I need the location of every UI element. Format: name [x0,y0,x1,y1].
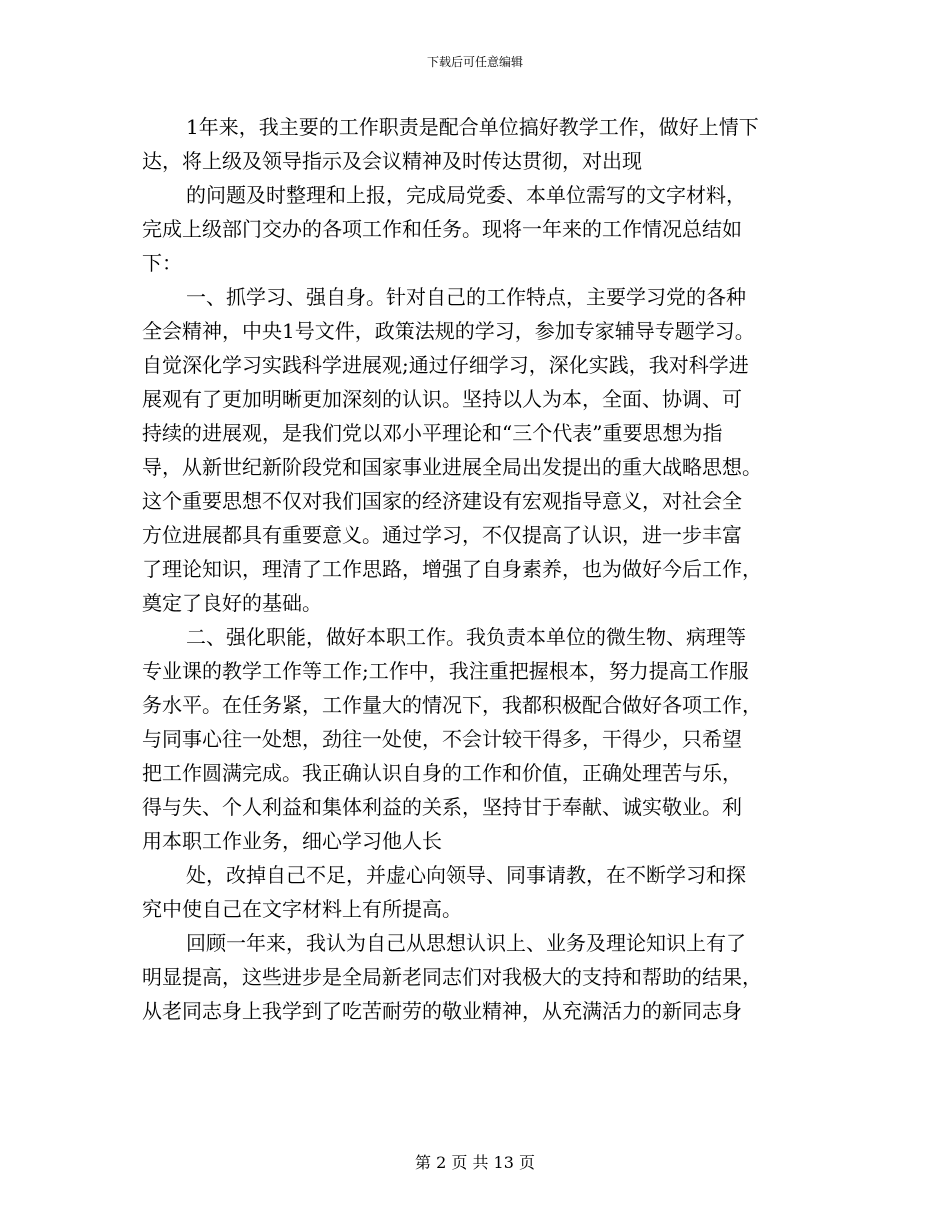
text-line: 得与失、个人利益和集体利益的关系，坚持甘于奉献、诚实敬业。利 [142,795,742,819]
text-line: 把工作圆满完成。我正确认识自身的工作和价值，正确处理苦与乐， [142,761,742,785]
text-line: 处，改掉自己不足，并虚心向领导、同事请教，在不断学习和探 [186,863,746,887]
text-line: 了理论知识，理清了工作思路，增强了自身素养，也为做好今后工作， [142,557,762,581]
text-line: 这个重要思想不仅对我们国家的经济建设有宏观指导意义，对社会全 [142,489,742,513]
text-line: 奠定了良好的基础。 [142,591,322,615]
text-line: 下： [142,251,182,275]
text-line: 二、强化职能，做好本职工作。我负责本单位的微生物、病理等 [186,625,746,649]
text-line: 持续的进展观，是我们党以邓小平理论和“三个代表”重要思想为指 [142,421,723,445]
text-line: 自觉深化学习实践科学进展观;通过仔细学习，深化实践，我对科学进 [142,353,749,377]
text-line: 1年来，我主要的工作职责是配合单位搞好教学工作，做好上情下 [186,115,759,139]
text-line: 达，将上级及领导指示及会议精神及时传达贯彻，对出现 [142,149,642,173]
page-header: 下载后可任意编辑 [426,55,523,69]
text-line: 导，从新世纪新阶段党和国家事业进展全局出发提出的重大战略思想。 [142,455,762,479]
text-line: 展观有了更加明晰更加深刻的认识。坚持以人为本，全面、协调、可 [142,387,742,411]
text-line: 用本职工作业务，细心学习他人长 [142,829,442,853]
text-line: 究中使自己在文字材料上有所提高。 [142,897,462,921]
text-line: 从老同志身上我学到了吃苦耐劳的敬业精神，从充满活力的新同志身 [142,999,742,1023]
text-line: 方位进展都具有重要意义。通过学习，不仅提高了认识，进一步丰富 [142,523,742,547]
text-line: 一、抓学习、强自身。针对自己的工作特点，主要学习党的各种 [186,285,746,309]
page-footer: 第 2 页 共 13 页 [415,1153,535,1172]
text-line: 与同事心往一处想，劲往一处使，不会计较干得多，干得少，只希望 [142,727,742,751]
text-line: 明显提高，这些进步是全局新老同志们对我极大的支持和帮助的结果， [142,965,762,989]
document-body [142,110,812,1028]
text-line: 的问题及时整理和上报，完成局党委、本单位需写的文字材料， [186,183,746,207]
text-line: 回顾一年来，我认为自己从思想认识上、业务及理论知识上有了 [186,931,746,955]
text-line: 全会精神，中央1号文件，政策法规的学习，参加专家辅导专题学习。 [142,319,755,343]
text-line: 务水平。在任务紧，工作量大的情况下，我都积极配合做好各项工作， [142,693,762,717]
text-line: 完成上级部门交办的各项工作和任务。现将一年来的工作情况总结如 [142,217,742,241]
text-line: 专业课的教学工作等工作;工作中，我注重把握根本，努力提高工作服 [142,659,749,683]
